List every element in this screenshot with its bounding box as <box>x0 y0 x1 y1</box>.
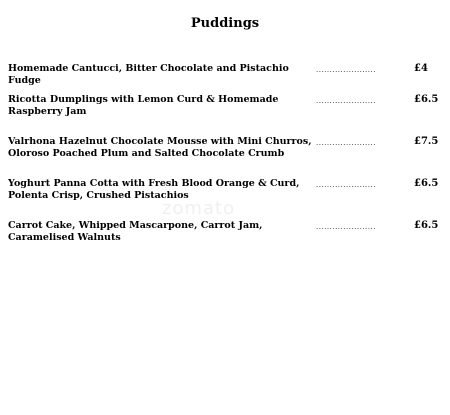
dot-leader: ...................... <box>316 97 376 105</box>
menu-item-price: £6.5 <box>414 178 439 189</box>
menu-item <box>8 220 440 250</box>
menu-item-name: Valrhona Hazelnut Chocolate Mousse with Mini Churros, Oloroso Poached Plum and Salted Chocolate Crumb <box>8 136 312 159</box>
menu-item <box>8 63 440 93</box>
menu-item-name: Ricotta Dumplings with Lemon Curd & Homemade Raspberry Jam <box>8 94 279 117</box>
menu-item-price: £6.5 <box>414 94 439 105</box>
menu-item-price: £4 <box>414 63 428 74</box>
menu-item-name: Yoghurt Panna Cotta with Fresh Blood Orange & Curd, Polenta Crisp, Crushed Pistachios <box>8 178 300 201</box>
menu-item <box>8 94 440 124</box>
menu-item-name: Homemade Cantucci, Bitter Chocolate and Pistachio Fudge <box>8 63 289 86</box>
menu-item-name: Carrot Cake, Whipped Mascarpone, Carrot Jam, Caramelised Walnuts <box>8 220 263 243</box>
dot-leader: ...................... <box>316 181 376 189</box>
dot-leader: ...................... <box>316 223 376 231</box>
menu-item <box>8 136 440 166</box>
zomato-watermark: zomato <box>162 198 236 219</box>
menu-item-price: £6.5 <box>414 220 439 231</box>
dot-leader: ...................... <box>316 139 376 147</box>
dot-leader: ...................... <box>316 66 376 74</box>
menu-item-price: £7.5 <box>414 136 439 147</box>
menu-section-title: Puddings <box>190 16 260 31</box>
